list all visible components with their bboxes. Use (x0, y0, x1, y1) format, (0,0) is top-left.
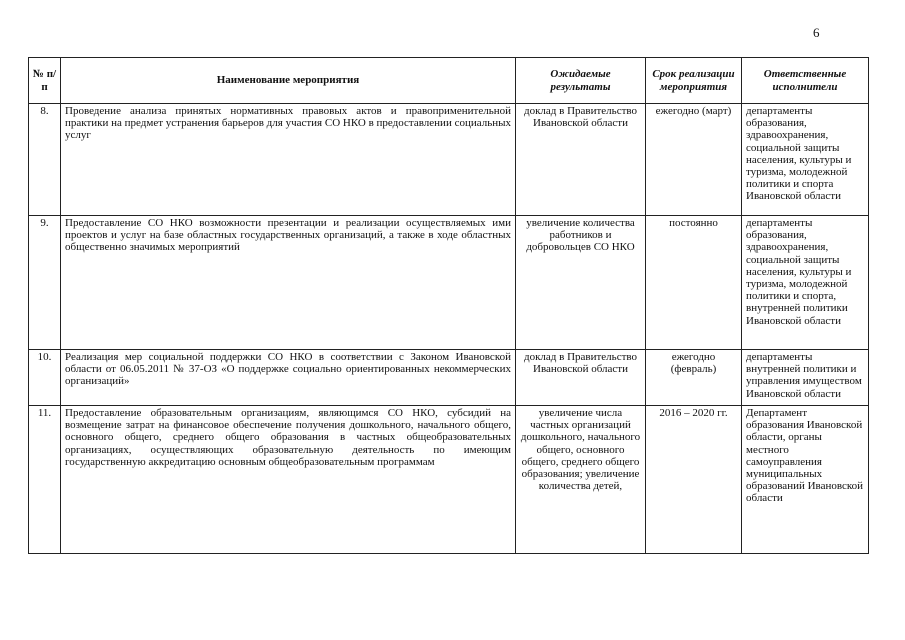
table-header-row (29, 58, 869, 104)
header-responsible: Ответственные исполнители (742, 58, 869, 104)
measures-table (28, 57, 869, 554)
row-result: увеличение количества работников и добровольцев СО НКО (516, 216, 646, 350)
row-number: 9. (29, 216, 61, 350)
row-responsible: Департамент образования Ивановской области, органы местного самоуправления муниципальных образований Ивановской области (742, 406, 869, 554)
row-term: 2016 – 2020 гг. (646, 406, 742, 554)
row-result: доклад в Правительство Ивановской области (516, 350, 646, 406)
row-event: Предоставление образовательным организациям, являющимся СО НКО, субсидий на возмещение затрат на финансовое обеспечение получения дошкольного, начального общего, основного общего, среднего общего образования в частных общеобразовательных организациях, осуществляющих образовательную деятельность по имеющим государственную аккредитацию основным общеобразовательным программам (61, 406, 516, 554)
row-event: Предоставление СО НКО возможности презентации и реализации осуществляемых ими проектов и услуг на базе областных государственных организаций, а также в ходе областных общественно значимых мероприятий (61, 216, 516, 350)
table-row (29, 104, 869, 216)
row-term: ежегодно (февраль) (646, 350, 742, 406)
header-event: Наименование мероприятия (61, 58, 516, 104)
row-responsible: департаменты образования, здравоохранения, социальной защиты населения, культуры и туризма, молодежной политики и спорта, внутренней политики Ивановской области (742, 216, 869, 350)
row-responsible: департаменты образования, здравоохранения, социальной защиты населения, культуры и туризма, молодежной политики и спорта Ивановской области (742, 104, 869, 216)
row-number: 10. (29, 350, 61, 406)
page-number: 6 (813, 25, 820, 40)
header-term: Срок реализации мероприятия (646, 58, 742, 104)
row-number: 11. (29, 406, 61, 554)
row-result: увеличение числа частных организаций дошкольного, начального общего, основного общего, среднего общего образования; увеличение количества детей, (516, 406, 646, 554)
table-row (29, 406, 869, 554)
row-number: 8. (29, 104, 61, 216)
row-result: доклад в Правительство Ивановской области (516, 104, 646, 216)
row-term: ежегодно (март) (646, 104, 742, 216)
header-number: № п/п (29, 58, 61, 104)
table-row (29, 216, 869, 350)
header-result: Ожидаемые результаты (516, 58, 646, 104)
row-responsible: департаменты внутренней политики и управления имуществом Ивановской области (742, 350, 869, 406)
table-row (29, 350, 869, 406)
row-event: Реализация мер социальной поддержки СО НКО в соответствии с Законом Ивановской области от 06.05.2011 № 37-ОЗ «О поддержке социально ориентированных некоммерческих организаций» (61, 350, 516, 406)
row-event: Проведение анализа принятых нормативных правовых актов и правоприменительной практики на предмет устранения барьеров для участия СО НКО в предоставлении социальных услуг (61, 104, 516, 216)
row-term: постоянно (646, 216, 742, 350)
